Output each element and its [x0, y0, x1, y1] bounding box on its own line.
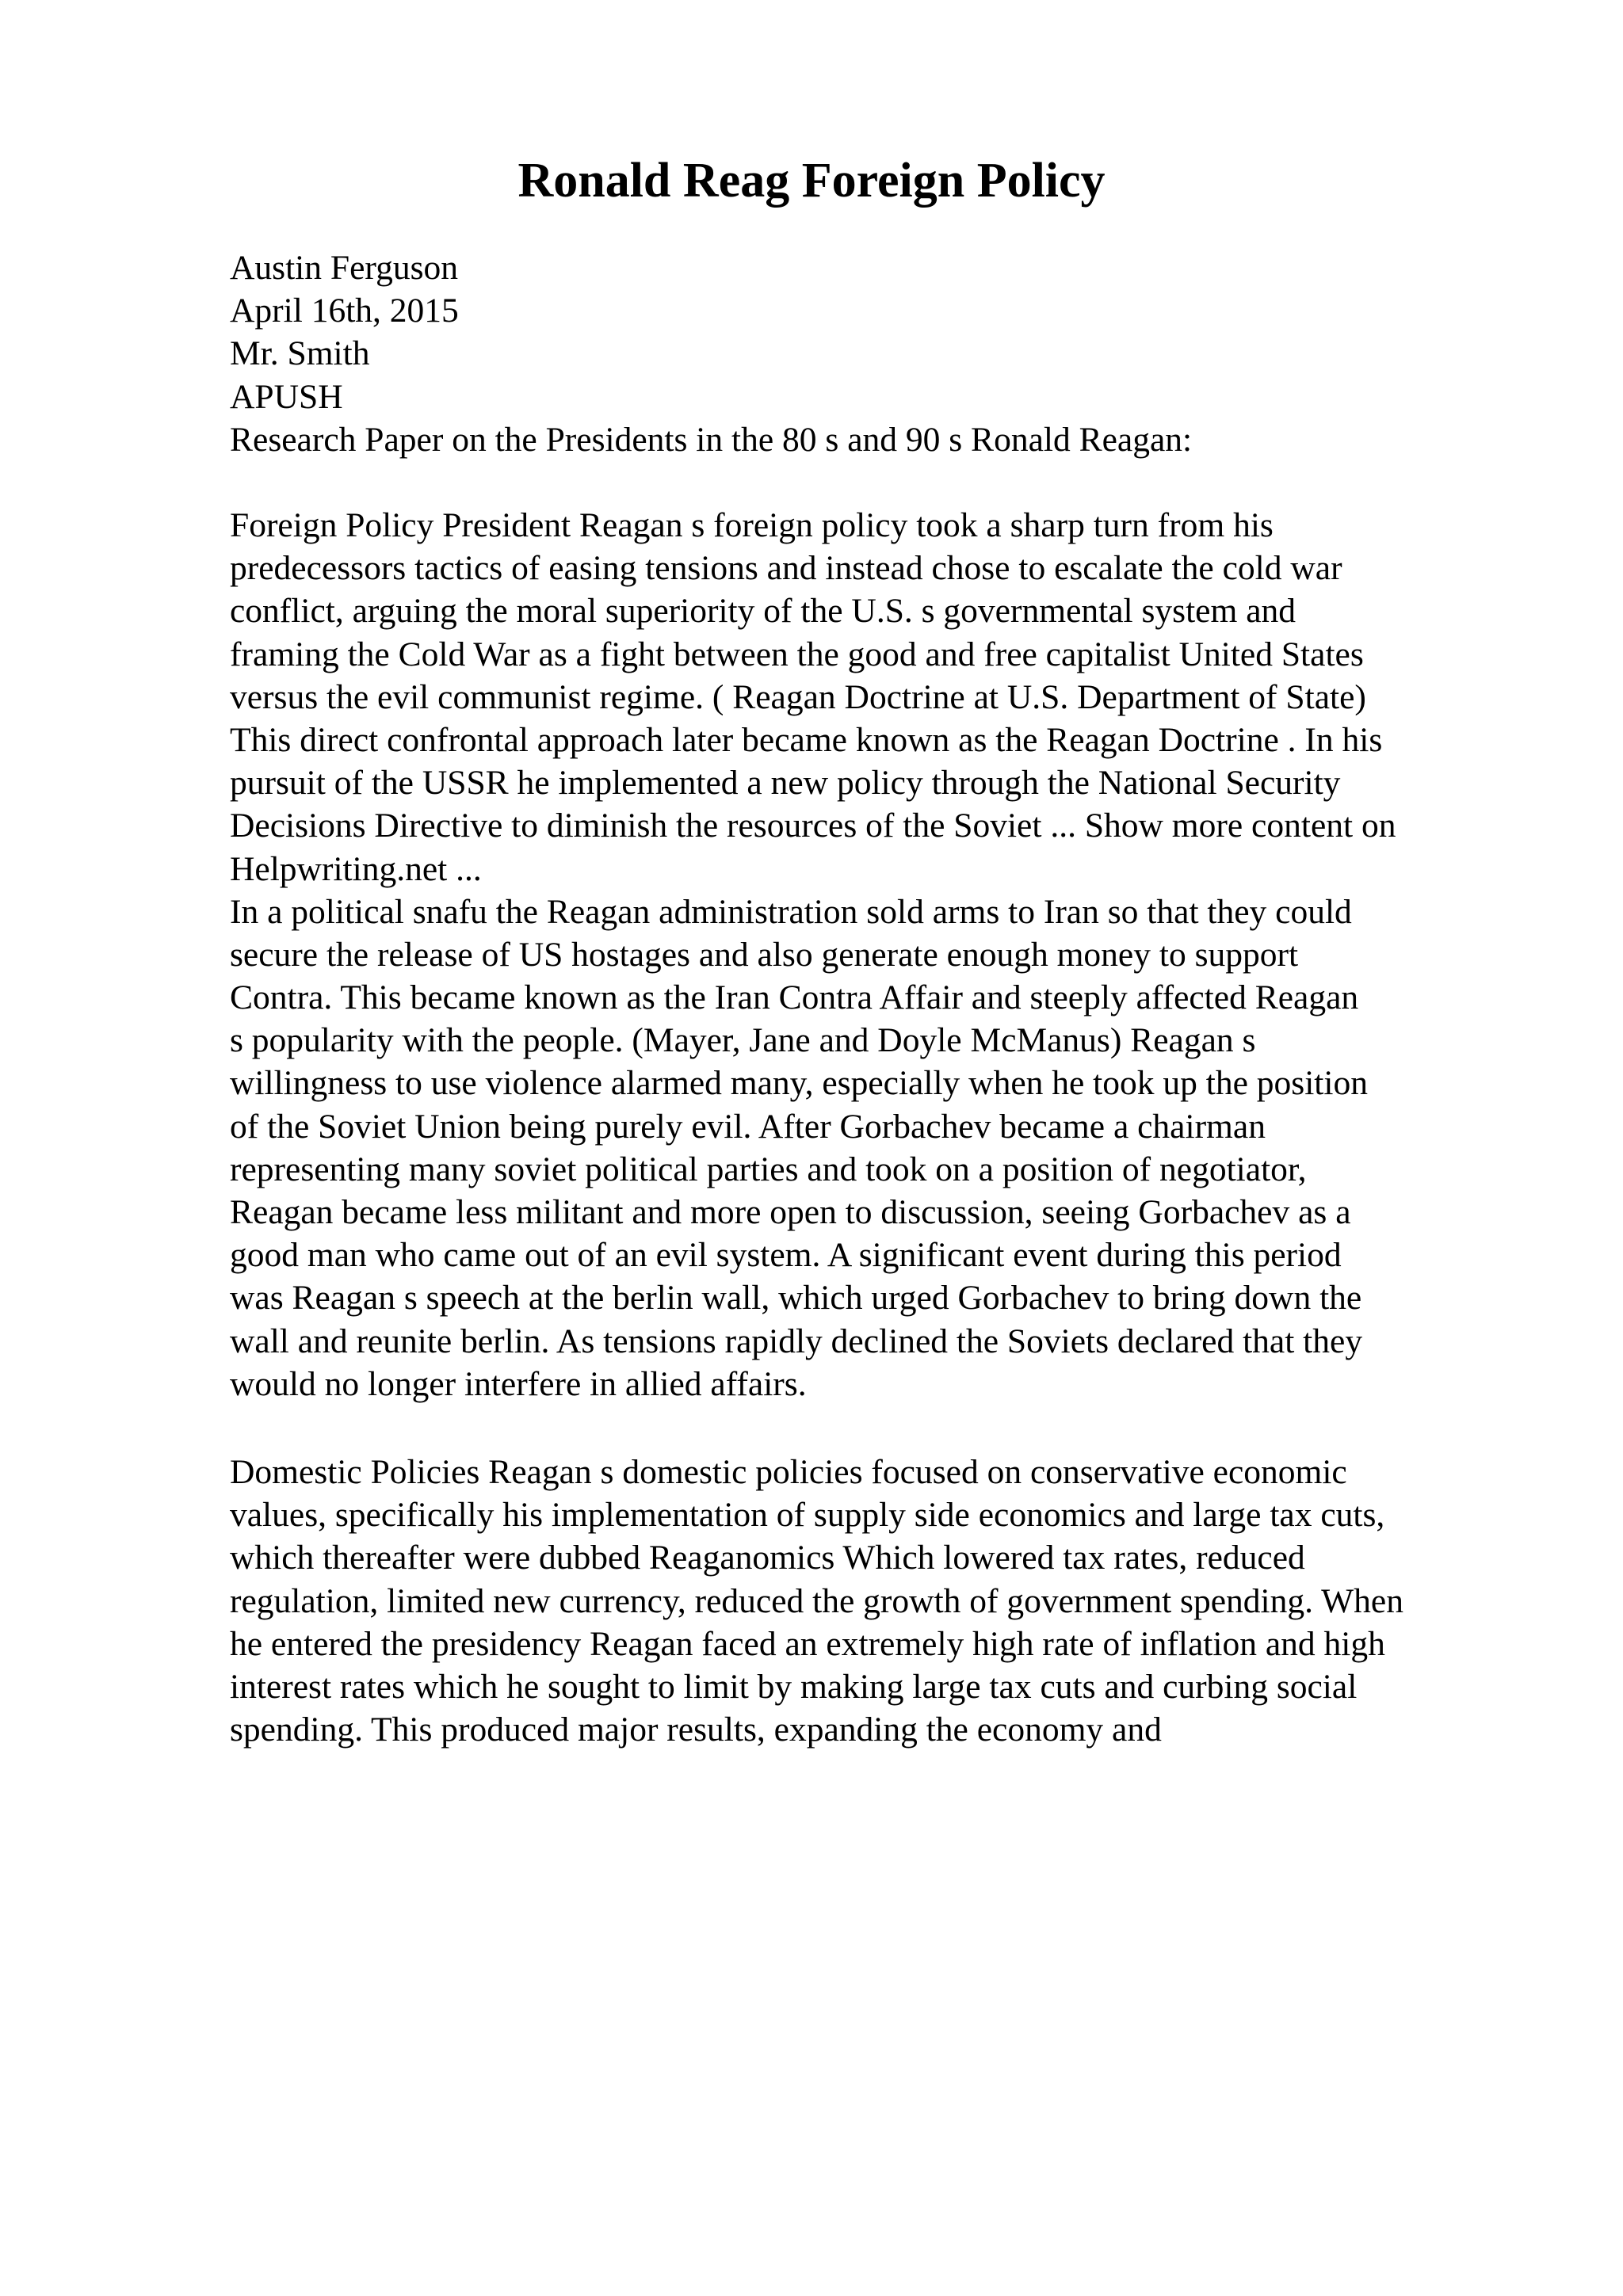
text-line: s popularity with the people. (Mayer, Jane and Doyle McManus) Reagan s — [230, 1021, 1256, 1060]
teacher-name: Mr. Smith — [230, 334, 370, 373]
text-line: good man who came out of an evil system. A significant event during this period — [230, 1236, 1342, 1275]
course-name: APUSH — [230, 377, 343, 416]
text-line: spending. This produced major results, expanding the economy and — [230, 1711, 1162, 1749]
domestic-policy-paragraph — [230, 1451, 1498, 1751]
text-line: framing the Cold War as a fight between the good and free capitalist United States — [230, 635, 1364, 673]
text-line: Contra. This became known as the Iran Contra Affair and steeply affected Reagan — [230, 978, 1359, 1017]
text-line: This direct confrontal approach later became known as the Reagan Doctrine . In his — [230, 720, 1383, 759]
text-line: regulation, limited new currency, reduced the growth of government spending. When — [230, 1581, 1403, 1620]
text-line: of the Soviet Union being purely evil. After Gorbachev became a chairman — [230, 1107, 1266, 1146]
header-block — [230, 246, 1498, 461]
text-line: Reagan became less militant and more open to discussion, seeing Gorbachev as a — [230, 1193, 1351, 1231]
text-line: In a political snafu the Reagan administration sold arms to Iran so that they could — [230, 892, 1352, 931]
text-line: versus the evil communist regime. ( Reagan Doctrine at U.S. Department of State) — [230, 677, 1366, 716]
text-line: Decisions Directive to diminish the resources of the Soviet ... Show more content on — [230, 807, 1396, 845]
text-line: which thereafter were dubbed Reaganomics Which lowered tax rates, reduced — [230, 1539, 1305, 1577]
text-line: was Reagan s speech at the berlin wall, which urged Gorbachev to bring down the — [230, 1279, 1362, 1318]
text-line: Helpwriting.net ... — [230, 849, 482, 888]
text-line: willingness to use violence alarmed many, especially when he took up the position — [230, 1064, 1368, 1103]
text-line: Foreign Policy President Reagan s foreign policy took a sharp turn from his — [230, 506, 1274, 544]
paper-subtitle: Research Paper on the Presidents in the 80 s and 90 s Ronald Reagan: — [230, 420, 1193, 459]
text-line: values, specifically his implementation of supply side economics and large tax cuts, — [230, 1496, 1385, 1535]
document-date: April 16th, 2015 — [230, 292, 459, 330]
document-title: Ronald Reag Foreign Policy — [517, 154, 1106, 208]
text-line: Domestic Policies Reagan s domestic policies focused on conservative economic — [230, 1453, 1347, 1491]
text-line: secure the release of US hostages and also generate enough money to support — [230, 935, 1299, 974]
author-name: Austin Ferguson — [230, 249, 459, 287]
text-line: would no longer interfere in allied affairs. — [230, 1364, 807, 1403]
foreign-policy-paragraph — [230, 504, 1498, 1405]
text-line: pursuit of the USSR he implemented a new policy through the National Security — [230, 764, 1341, 803]
text-line: representing many soviet political parties and took on a position of negotiator, — [230, 1150, 1307, 1188]
text-line: conflict, arguing the moral superiority of the U.S. s governmental system and — [230, 592, 1296, 631]
text-line: wall and reunite berlin. As tensions rapidly declined the Soviets declared that they — [230, 1322, 1363, 1360]
text-line: he entered the presidency Reagan faced an extremely high rate of inflation and high — [230, 1624, 1385, 1663]
text-line: predecessors tactics of easing tensions and instead chose to escalate the cold war — [230, 549, 1342, 588]
text-line: interest rates which he sought to limit by making large tax cuts and curbing social — [230, 1667, 1358, 1706]
